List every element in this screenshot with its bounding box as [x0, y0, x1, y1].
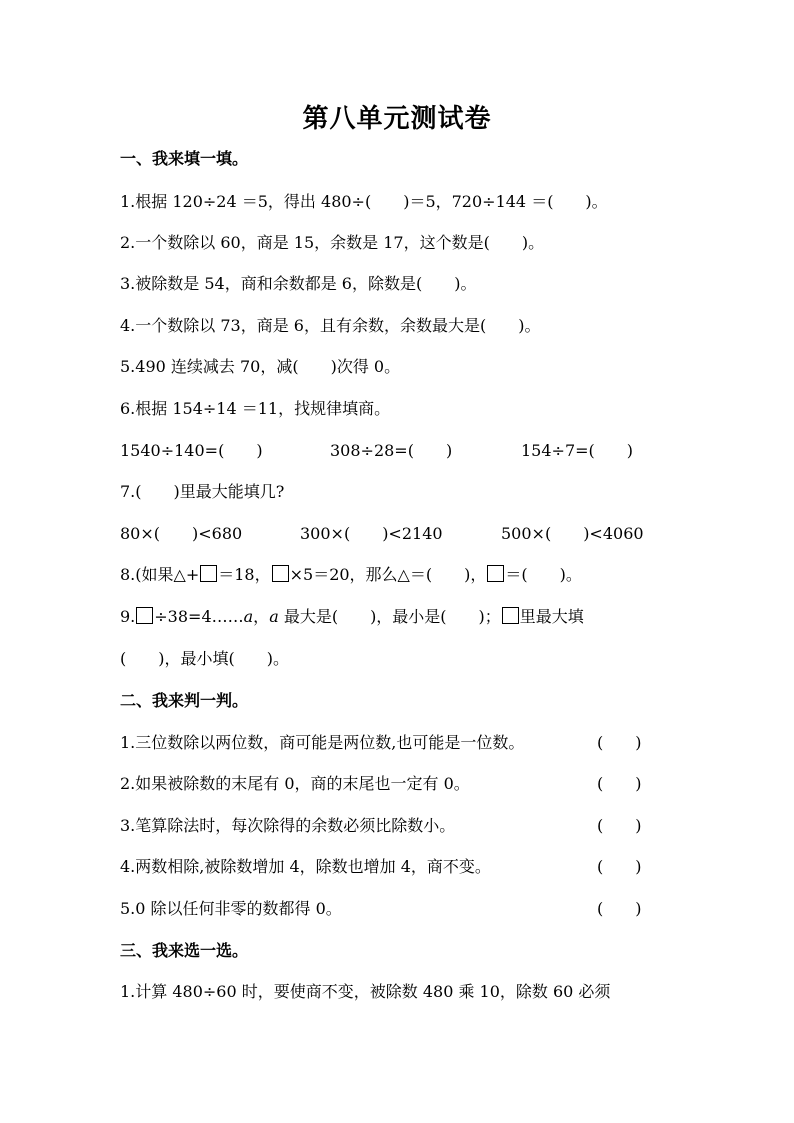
variable-a: a	[269, 607, 279, 626]
question-1-8-text: 8.(如果△+	[120, 565, 200, 584]
judge-item-5: 5.0 除以任何非零的数都得 0。	[120, 899, 342, 918]
judge-bracket: ( )	[597, 899, 642, 918]
question-1-5: 5.490 连续减去 70，减( )次得 0。	[120, 357, 401, 376]
blank-box-icon	[136, 607, 153, 624]
blank-box-icon	[272, 565, 289, 582]
section-heading-choose: 三、我来选一选。	[120, 941, 249, 960]
question-1-9	[120, 606, 584, 628]
judge-bracket: ( )	[597, 857, 642, 876]
question-1-8	[120, 564, 582, 586]
judge-item-3: 3.笔算除法时，每次除得的余数必须比除数小。	[120, 816, 456, 835]
question-1-6-item: 308÷28=( )	[330, 441, 453, 460]
judge-item-1: 1.三位数除以两位数，商可能是两位数,也可能是一位数。	[120, 733, 525, 752]
question-1-7-item: 80×( )<680	[120, 524, 243, 543]
question-1-9-text: ，	[253, 607, 270, 626]
question-1-7: 7.( )里最大能填几?	[120, 482, 285, 501]
variable-a: a	[243, 607, 254, 626]
blank-box-icon	[502, 607, 519, 624]
question-1-6-item: 1540÷140=( )	[120, 441, 263, 460]
question-1-4: 4.一个数除以 73，商是 6，且有余数，余数最大是( )。	[120, 316, 541, 335]
section-heading-fill: 一、我来填一填。	[120, 149, 249, 168]
question-1-3: 3.被除数是 54，商和余数都是 6，除数是( )。	[120, 274, 477, 293]
question-1-9-text: 9.	[120, 607, 136, 626]
question-1-8-text: ×5＝20，那么△＝( )，	[289, 565, 487, 584]
judge-item-2: 2.如果被除数的末尾有 0，商的末尾也一定有 0。	[120, 774, 470, 793]
question-1-6-item: 154÷7=( )	[521, 441, 634, 460]
question-1-6: 6.根据 154÷14 ＝11，找规律填商。	[120, 399, 391, 418]
section-heading-judge: 二、我来判一判。	[120, 691, 249, 710]
question-1-7-item: 300×( )<2140	[300, 524, 443, 543]
blank-box-icon	[487, 565, 504, 582]
judge-bracket: ( )	[597, 816, 642, 835]
question-1-8-text: ＝( )。	[505, 565, 582, 584]
question-1-7-item: 500×( )<4060	[501, 524, 644, 543]
judge-item-4: 4.两数相除,被除数增加 4，除数也增加 4，商不变。	[120, 857, 491, 876]
question-1-1: 1.根据 120÷24 ＝5，得出 480÷( )＝5，720÷144 ＝( )。	[120, 192, 608, 211]
choice-question-1: 1.计算 480÷60 时，要使商不变，被除数 480 乘 10，除数 60 必须	[120, 982, 611, 1001]
judge-bracket: ( )	[597, 774, 642, 793]
question-1-9-text: 最大是( )，最小是( )；	[278, 607, 501, 626]
question-1-9-text: 里最大填	[519, 607, 584, 626]
question-1-9-text: ÷38=4……	[154, 607, 244, 626]
question-1-9-continued: ( )，最小填( )。	[120, 649, 289, 668]
question-1-8-text: ＝18，	[218, 565, 271, 584]
judge-bracket: ( )	[597, 733, 642, 752]
page-title: 第八单元测试卷	[302, 104, 492, 134]
blank-box-icon	[200, 565, 217, 582]
question-1-2: 2.一个数除以 60，商是 15，余数是 17，这个数是( )。	[120, 233, 545, 252]
